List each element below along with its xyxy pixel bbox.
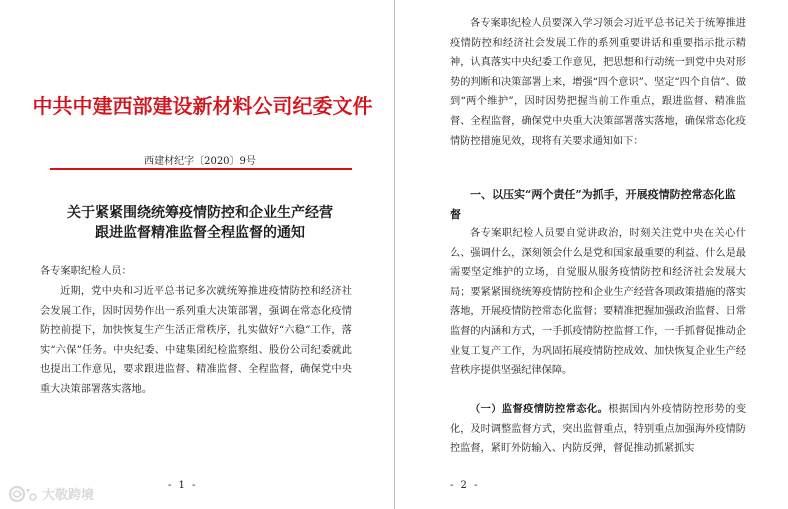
red-separator-line xyxy=(50,168,352,170)
document-title-line2: 跟进监督精准监督全程监督的通知 xyxy=(95,225,305,241)
body-paragraph-2: 各专案职纪检人员要自觉讲政治，时刻关注党中央在关心什么、强调什么，深刻领会什么是党和国家最重要的利益、什么是最需要坚定维护的立场，自觉服从服务疫情防控和经济社会发展大局；要紧紧围绕统筹疫情防控和企业生产经营各项政策措施的落实落地，开展疫情防控常态化监督；要精准把握加强政治监督、日常监督的内涵和方式，一手抓疫情防控监督工作，一手抓督促推动企业复工复产工作，为巩固拓展疫情防控成效、加快恢复企业生产经营秩序提供坚强纪律保障。 xyxy=(450,228,746,377)
section-heading-1: 一、以压实“两个责任”为抓手，开展疫情防控常态化监督 xyxy=(450,188,736,221)
document-page-2 xyxy=(396,0,788,509)
red-header: 中共中建西部建设新材料公司纪委文件 xyxy=(32,94,373,118)
sub-heading: （一）监督疫情防控常态化。 xyxy=(470,403,609,415)
document-title-line1: 关于紧紧围绕统筹疫情防控和企业生产经营 xyxy=(67,205,333,221)
page-divider xyxy=(394,0,395,509)
circle-swirl-logo-icon xyxy=(8,485,38,503)
body-paragraph-3 xyxy=(450,400,746,459)
document-number: 西建材纪字〔2020〕9号 xyxy=(144,156,256,167)
watermark-text: 大敬跨境 xyxy=(42,488,95,503)
sub-paragraph-text: 根据国内外疫情防控形势的变化，及时调整监督方式，突出监督重点，特别重点加强海外疫情防控监督，紧盯外防输入、内防反弹，督促推动抓紧抓实 xyxy=(450,404,747,455)
body-paragraph: 近期，党中央和习近平总书记多次就统筹推进疫情防控和经济社会发展工作，因时因势作出一系列重大决策部署，强调在常态化疫情防控前提下，加快恢复生产生活正常秩序，扎实做好“六稳”工作，落实“六保”任务。中央纪委、中建集团纪检监察组、股份公司纪委就此也提出工作意见，要求跟进监督、精准监督、全程监督，确保党中央重大决策部署落实落地。 xyxy=(40,286,352,395)
page-number-2: - 2 - xyxy=(450,480,480,491)
intro-paragraph: 各专案职纪检人员要深入学习领会习近平总书记关于统筹推进疫情防控和经济社会发展工作的系列重要讲话和重要指示批示精神，认真落实中央纪委工作意见，把思想和行动统一到党中央对形势的判断和决策部署上来，增强“四个意识”、坚定“四个自信”、做到“两个维护”，因时因势把握当前工作重点，跟进监督、精准监督、全程监督，确保党中央重大决策部署落实落地，确保常态化疫情防控措施见效，现将有关要求通知如下： xyxy=(450,18,746,147)
watermark xyxy=(8,484,94,503)
page-number: - 1 - xyxy=(168,480,198,491)
salutation: 各专案职纪检人员： xyxy=(40,266,132,277)
